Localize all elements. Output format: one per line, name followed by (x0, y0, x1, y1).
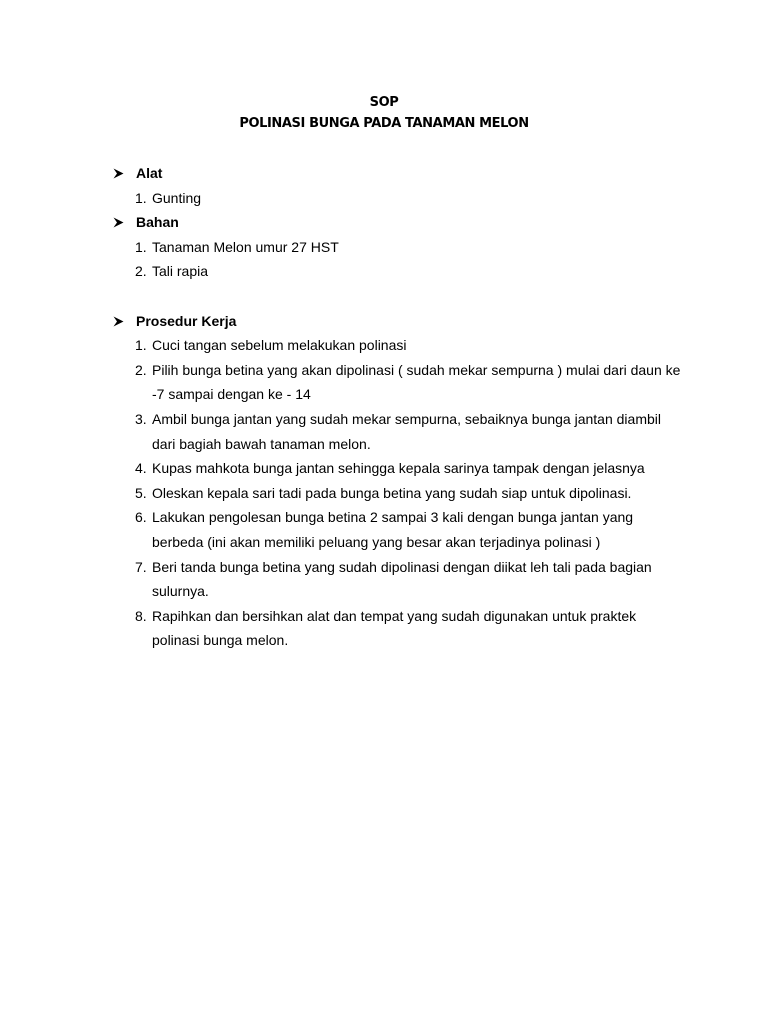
arrowhead-bullet-icon (113, 217, 124, 228)
list-item-text: Rapihkan dan bersihkan alat dan tempat yang sudah digunakan untuk praktek (152, 607, 637, 624)
title-block (0, 92, 768, 135)
list-item-text-continued: sulurnya. (152, 583, 209, 600)
list-item (111, 333, 711, 358)
list-item-number: 1. (135, 337, 147, 354)
document-body (111, 161, 711, 653)
list-item-number: 2. (135, 263, 147, 280)
list-item-number: 1. (135, 238, 147, 255)
list-item-number: 5. (135, 484, 147, 501)
list-item (111, 481, 711, 506)
list-item-text: Gunting (152, 189, 202, 206)
section-heading-label: Alat (136, 165, 163, 181)
list-item-text: Oleskan kepala sari tadi pada bunga betina yang sudah siap untuk dipolinasi. (152, 484, 632, 501)
list-item-text-continued: -7 sampai dengan ke - 14 (152, 386, 311, 403)
section-alat (111, 161, 711, 210)
list-item (111, 604, 711, 653)
list-item-text-continued: polinasi bunga melon. (152, 632, 289, 649)
numbered-list (111, 186, 711, 211)
list-item-number: 4. (135, 460, 147, 477)
list-item (111, 358, 711, 407)
list-item-text: Cuci tangan sebelum melakukan polinasi (152, 337, 407, 354)
list-item (111, 235, 711, 260)
list-item-text: Kupas mahkota bunga jantan sehingga kepala sarinya tampak dengan jelasnya (152, 460, 645, 477)
list-item-number: 2. (135, 361, 147, 378)
list-item-number: 6. (135, 509, 147, 526)
numbered-list (111, 235, 711, 284)
list-item (111, 456, 711, 481)
list-item (111, 259, 711, 284)
list-item-text-continued: berbeda (ini akan memiliki peluang yang besar akan terjadinya polinasi ) (152, 533, 601, 550)
section-prosedur-kerja (111, 309, 711, 653)
list-item-number: 1. (135, 189, 147, 206)
list-item-number: 7. (135, 558, 147, 575)
document-subtitle: POLINASI BUNGA PADA TANAMAN MELON (239, 116, 529, 131)
section-heading (111, 210, 711, 235)
list-item-text-continued: dari bagiah bawah tanaman melon. (152, 435, 371, 452)
list-item (111, 407, 711, 456)
section-heading (111, 161, 711, 186)
list-item-number: 8. (135, 607, 147, 624)
list-item (111, 186, 711, 211)
section-heading (111, 309, 711, 334)
list-item-text: Ambil bunga jantan yang sudah mekar sempurna, sebaiknya bunga jantan diambil (152, 410, 661, 427)
section-heading-label: Prosedur Kerja (136, 312, 237, 329)
arrowhead-bullet-icon (113, 316, 124, 327)
list-item-text: Lakukan pengolesan bunga betina 2 sampai 3 kali dengan bunga jantan yang (152, 509, 634, 526)
list-item (111, 555, 711, 604)
list-item-text: Tanaman Melon umur 27 HST (152, 238, 339, 255)
section-bahan (111, 210, 711, 284)
document-title: SOP (369, 95, 399, 110)
numbered-list (111, 333, 711, 653)
list-item-text: Pilih bunga betina yang akan dipolinasi ( sudah mekar sempurna ) mulai dari daun ke (152, 361, 681, 378)
blank-line (111, 284, 711, 309)
section-heading-label: Bahan (136, 214, 179, 231)
arrowhead-bullet-icon (113, 168, 124, 179)
list-item (111, 505, 711, 554)
list-item-text: Tali rapia (152, 263, 209, 280)
list-item-number: 3. (135, 410, 147, 427)
list-item-text: Beri tanda bunga betina yang sudah dipolinasi dengan diikat leh tali pada bagian (152, 558, 652, 575)
